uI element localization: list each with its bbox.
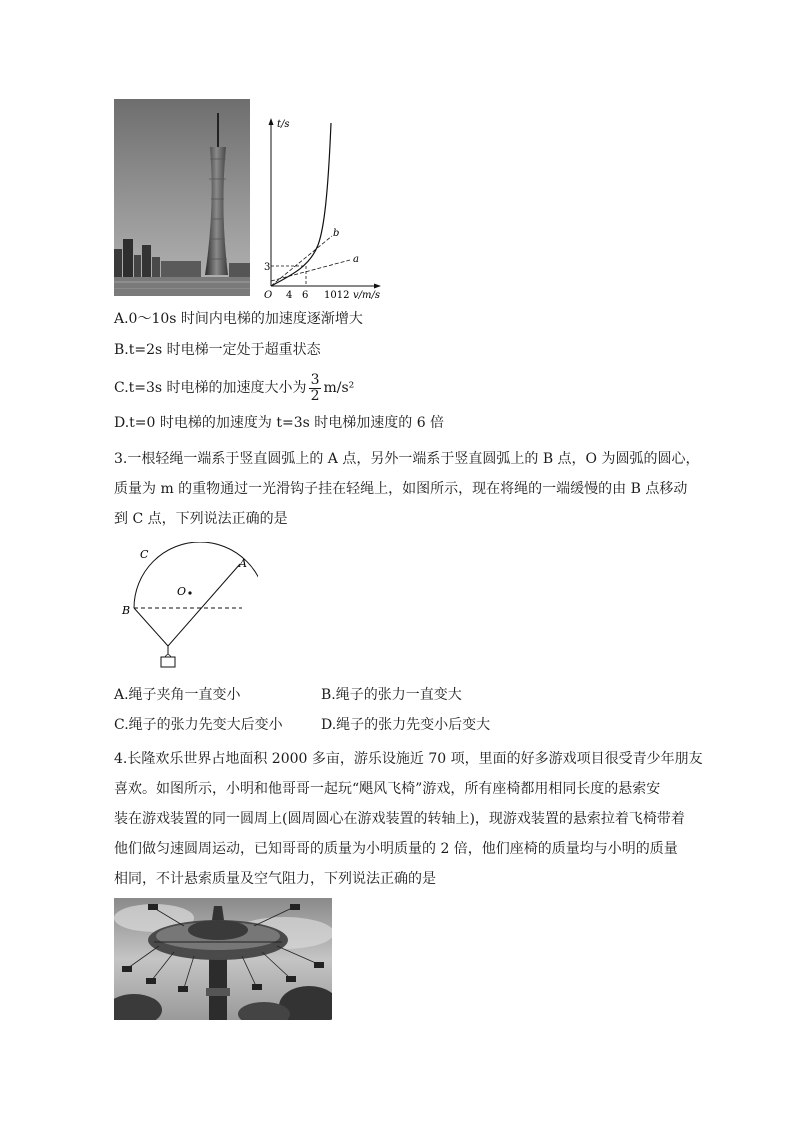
fraction: [309, 373, 322, 404]
x-tick-label: 1012: [324, 290, 350, 301]
fraction-denominator: 2: [310, 387, 320, 404]
option-d: D.绳子的张力先变小后变大: [321, 717, 491, 733]
question-3-line: 质量为 m 的重物通过一光滑钩子挂在轻绳上，如图所示，现在将绳的一端缓慢的由 B 点移动: [114, 481, 688, 497]
fraction-numerator: 3: [310, 371, 320, 388]
tv-graph: [262, 115, 386, 305]
x-axis-label: v/m/s: [353, 290, 381, 301]
swing-ride-photo: [114, 898, 332, 1020]
y-axis-label: t/s: [277, 119, 290, 130]
line-b-label: b: [333, 228, 340, 239]
question-4-line: 他们做匀速圆周运动，已知哥哥的质量为小明质量的 2 倍，他们座椅的质量均与小明的质量: [114, 841, 678, 857]
question-4-line: 喜欢。如图所示，小明和他哥哥一起玩“飓风飞椅”游戏，所有座椅都用相同长度的悬索安: [114, 781, 661, 797]
line-a-label: a: [353, 254, 359, 265]
x-tick-label: 4: [286, 290, 293, 301]
question-3-line: 3.一根轻绳一端系于竖直圆弧上的 A 点，另外一端系于竖直圆弧上的 B 点，O 为圆弧的圆心，: [114, 451, 700, 467]
label-o: O: [177, 585, 187, 598]
label-c: C: [140, 548, 149, 561]
x-tick-label: 6: [302, 290, 309, 301]
option-c-unit: m/s²: [323, 380, 355, 396]
option-a: A.绳子夹角一直变小: [114, 687, 241, 703]
option-d: D.t=0 时电梯的加速度为 t=3s 时电梯加速度的 6 倍: [114, 415, 445, 431]
option-a: A.0～10s 时间内电梯的加速度逐渐增大: [114, 311, 363, 327]
question-3-line: 到 C 点，下列说法正确的是: [114, 511, 288, 527]
label-b: B: [122, 604, 131, 617]
question-4-line: 相同，不计悬索质量及空气阻力，下列说法正确的是: [114, 871, 436, 887]
question-4-line: 装在游戏装置的同一圆周上(圆周圆心在游戏装置的转轴上)，现游戏装置的悬索拉着飞椅带着: [114, 811, 685, 827]
question-4-line: 4.长隆欢乐世界占地面积 2000 多亩，游乐设施近 70 项，里面的好多游戏项目很受青少年朋友: [114, 751, 703, 767]
option-b: B.绳子的张力一直变大: [321, 687, 462, 703]
label-a: A: [239, 557, 247, 570]
option-c: C.绳子的张力先变大后变小: [114, 717, 283, 733]
option-b: B.t=2s 时电梯一定处于超重状态: [114, 342, 321, 358]
option-c-text: C.t=3s 时电梯的加速度大小为: [114, 380, 307, 396]
arc-diagram: [118, 542, 258, 672]
y-tick-label: 3: [264, 262, 271, 273]
tower-photo: [114, 99, 250, 296]
option-c: [114, 372, 354, 404]
origin-label: O: [264, 290, 273, 301]
